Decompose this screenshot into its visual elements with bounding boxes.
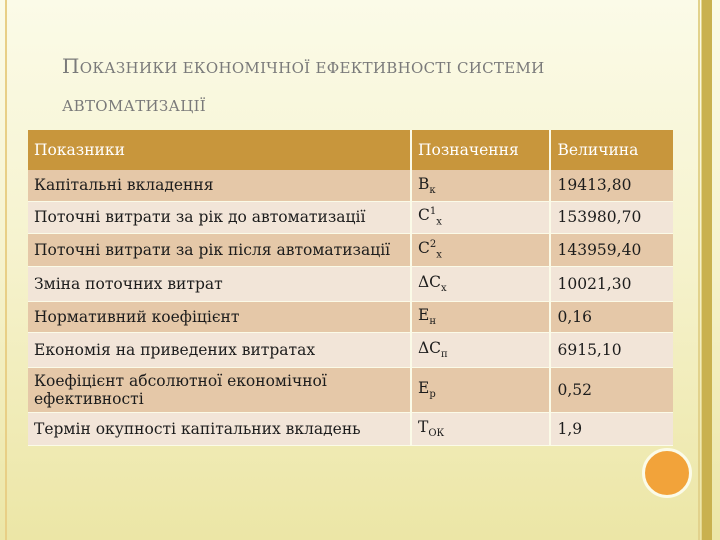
table-body <box>28 170 673 445</box>
table-row <box>28 170 673 201</box>
indicator-value: 153980,70 <box>550 201 673 233</box>
slide-right-border <box>701 0 712 540</box>
symbol-subscript: н <box>429 316 436 328</box>
symbol-subscript: х <box>436 249 442 261</box>
symbol-main: Е <box>417 305 430 324</box>
indicator-value: 1,9 <box>550 412 673 445</box>
symbol-subscript: р <box>429 389 436 401</box>
indicator-name: Нормативний коефіцієнт <box>28 301 411 332</box>
indicator-name: Коефіцієнт абсолютної економічної ефективності <box>28 367 411 412</box>
indicator-value: 6915,10 <box>550 332 673 367</box>
indicator-symbol <box>411 412 551 445</box>
indicator-name: Економія на приведених витратах <box>28 332 411 367</box>
indicator-name: Поточні витрати за рік після автоматизації <box>28 233 411 266</box>
table-row <box>28 367 673 412</box>
symbol-subscript: п <box>441 349 448 361</box>
symbol-main: Т <box>417 417 429 436</box>
indicator-symbol <box>411 332 551 367</box>
indicator-name: Зміна поточних витрат <box>28 266 411 301</box>
slide-title <box>62 48 682 124</box>
symbol-subscript: ОК <box>428 428 445 440</box>
indicator-name: Поточні витрати за рік до автоматизації <box>28 201 411 233</box>
indicator-value: 10021,30 <box>550 266 673 301</box>
header-value: Величина <box>550 130 673 170</box>
indicator-symbol <box>411 233 551 266</box>
title-first-letter: П <box>62 54 80 78</box>
indicator-name: Капітальні вкладення <box>28 170 411 201</box>
indicator-symbol <box>411 170 551 201</box>
indicator-value: 143959,40 <box>550 233 673 266</box>
table-row <box>28 412 673 445</box>
symbol-subscript: к <box>429 184 436 196</box>
indicator-value: 0,52 <box>550 367 673 412</box>
symbol-subscript: х <box>436 216 442 228</box>
indicator-symbol <box>411 367 551 412</box>
table-row <box>28 266 673 301</box>
indicator-value: 0,16 <box>550 301 673 332</box>
indicator-symbol <box>411 301 551 332</box>
indicator-name: Термін окупності капітальних вкладень <box>28 412 411 445</box>
symbol-superscript: 1 <box>429 206 437 218</box>
symbol-main: ΔС <box>417 272 442 291</box>
header-indicators: Показники <box>28 130 411 170</box>
indicator-symbol <box>411 201 551 233</box>
slide-left-border <box>5 0 7 540</box>
table-row <box>28 301 673 332</box>
header-symbol: Позначення <box>411 130 551 170</box>
slide-right-inner-border <box>698 0 700 540</box>
symbol-main: ΔС <box>417 338 442 357</box>
title-line2: АВТОМАТИЗАЦІЇ <box>62 97 207 115</box>
decorative-circle <box>642 448 692 498</box>
symbol-main: С <box>417 239 430 258</box>
title-line1: ОКАЗНИКИ ЕКОНОМІЧНОЇ ЕФЕКТИВНОСТІ СИСТЕМИ <box>79 59 545 77</box>
symbol-main: Е <box>417 378 430 397</box>
symbol-main: В <box>417 174 430 193</box>
indicator-value: 19413,80 <box>550 170 673 201</box>
table-row <box>28 233 673 266</box>
indicators-table <box>28 130 673 446</box>
indicator-symbol <box>411 266 551 301</box>
symbol-superscript: 2 <box>429 238 437 250</box>
table-header-row <box>28 130 673 170</box>
table-row <box>28 332 673 367</box>
symbol-main: С <box>417 206 430 225</box>
symbol-subscript: х <box>441 283 447 295</box>
table-row <box>28 201 673 233</box>
